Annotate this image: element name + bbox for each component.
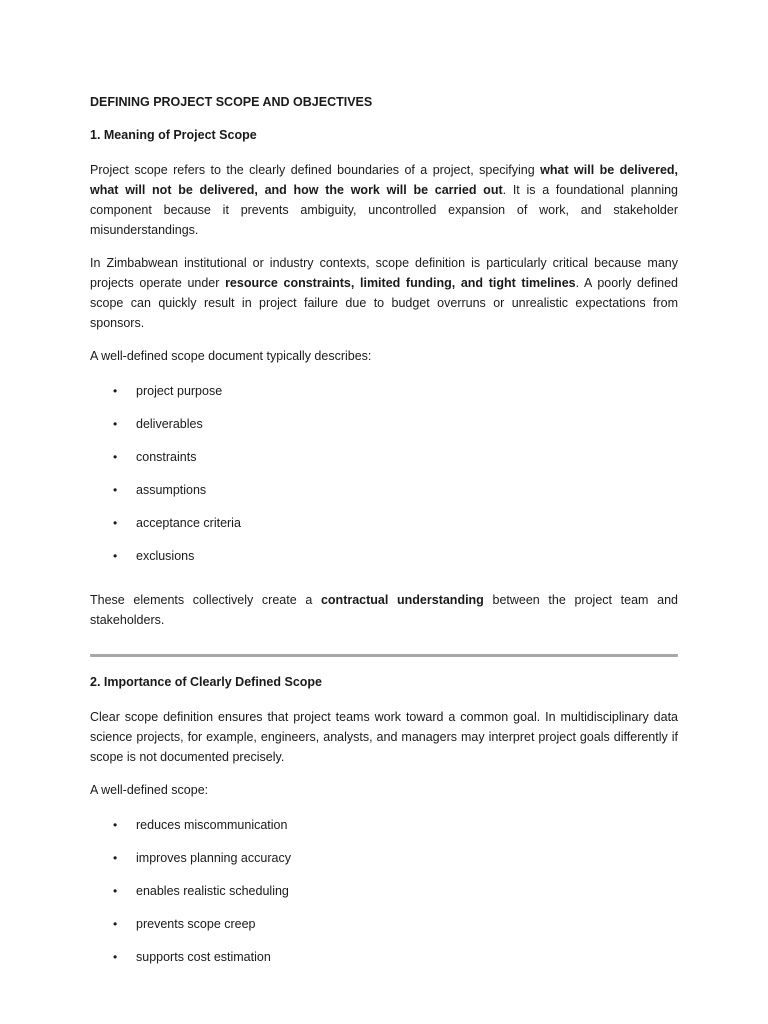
bullet-icon: •: [113, 450, 118, 464]
document-body: [90, 94, 678, 991]
list-item: [90, 480, 678, 513]
list-item-text: acceptance criteria: [136, 516, 241, 530]
list-item: [90, 914, 678, 947]
list-item: [90, 414, 678, 447]
list-item-text: assumptions: [136, 483, 207, 497]
text-run: These elements collectively create a: [90, 593, 321, 607]
bullet-icon: •: [113, 950, 118, 964]
text-run: In Zimbabwean institutional or industry contexts, scope definition is particularly critical because many projects operate under: [90, 256, 678, 290]
list-item-text: reduces miscommunication: [136, 818, 288, 832]
section-2-heading: 2. Importance of Clearly Defined Scope: [90, 675, 323, 689]
scope-benefits-list: [90, 815, 678, 980]
list-item-text: exclusions: [136, 549, 195, 563]
bullet-icon: •: [113, 851, 118, 865]
section-1-paragraph-1: [90, 160, 678, 240]
list-item: [90, 447, 678, 480]
list-item: [90, 546, 678, 579]
scope-document-list: [90, 381, 678, 579]
list-item-text: enables realistic scheduling: [136, 884, 289, 898]
text-run: Project scope refers to the clearly defined boundaries of a project, specifying: [90, 163, 541, 177]
text-run: . A poorly defined scope can quickly result in project failure due to budget overruns or unrealistic expectations from sponsors.: [90, 276, 679, 330]
text-run: between the project team and stakeholders.: [90, 593, 678, 627]
bold-run: contractual understanding: [320, 593, 484, 607]
list-item-text: constraints: [136, 450, 197, 464]
section-1-closing: [90, 590, 678, 630]
list-item-text: project purpose: [136, 384, 223, 398]
horizontal-divider: [90, 654, 678, 657]
text-run: . It is a foundational planning component because it prevents ambiguity, uncontrolled expansion of work, and stakeholder misunderstandings.: [90, 183, 678, 237]
bold-run: what will be delivered, what will not be delivered, and how the work will be carried out: [90, 163, 679, 197]
bullet-icon: •: [113, 417, 118, 431]
bullet-icon: •: [113, 516, 118, 530]
section-1-paragraph-2: [90, 253, 678, 333]
bullet-icon: •: [113, 549, 118, 563]
bullet-icon: •: [113, 818, 118, 832]
list-item-text: improves planning accuracy: [136, 851, 291, 865]
list-item: [90, 513, 678, 546]
section-1-heading: 1. Meaning of Project Scope: [90, 128, 257, 142]
list-item-text: prevents scope creep: [136, 917, 256, 931]
section-2-list-intro: A well-defined scope:: [90, 783, 209, 797]
document-title: DEFINING PROJECT SCOPE AND OBJECTIVES: [90, 95, 373, 109]
bullet-icon: •: [113, 884, 118, 898]
bold-run: resource constraints, limited funding, and tight timelines: [225, 276, 576, 290]
list-item: [90, 947, 678, 980]
bullet-icon: •: [113, 483, 118, 497]
list-item: [90, 381, 678, 414]
section-2-paragraph-1: Clear scope definition ensures that project teams work toward a common goal. In multidisciplinary data science projects, for example, engineers, analysts, and managers may interpret project goals differently if scope is not documented precisely.: [90, 710, 678, 764]
list-item: [90, 815, 678, 848]
list-item-text: deliverables: [136, 417, 203, 431]
list-item-text: supports cost estimation: [136, 950, 271, 964]
bullet-icon: •: [113, 384, 118, 398]
list-item: [90, 848, 678, 881]
bullet-icon: •: [113, 917, 118, 931]
section-1-list-intro: A well-defined scope document typically describes:: [90, 349, 372, 363]
list-item: [90, 881, 678, 914]
